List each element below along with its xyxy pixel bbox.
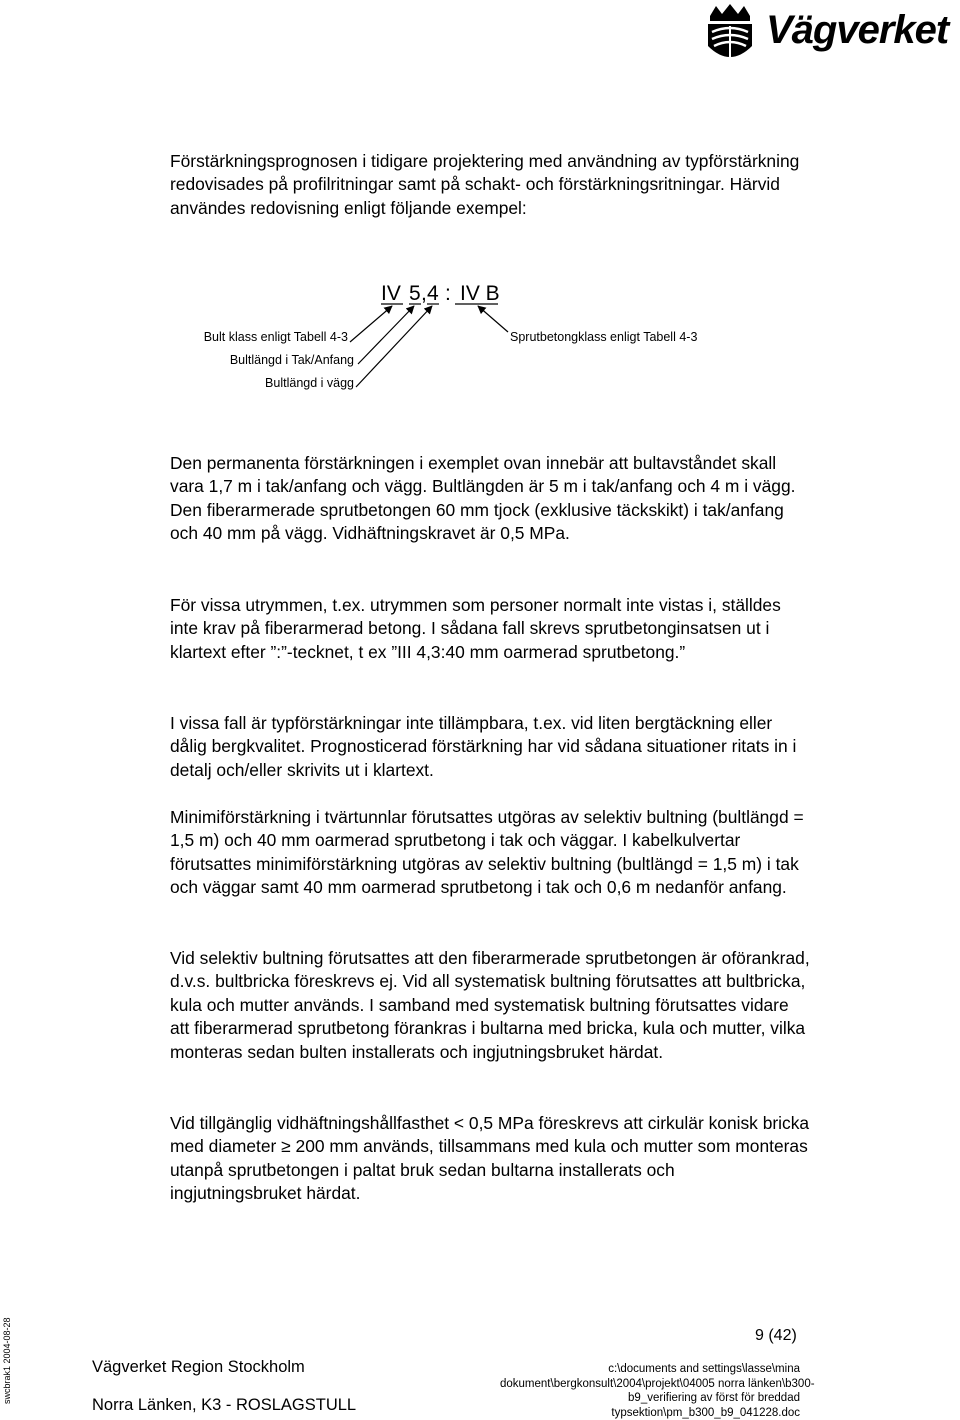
diagram-arrows — [170, 270, 810, 400]
paragraph-selektiv-bultning: Vid selektiv bultning förutsattes att den fiberarmerade sprutbetongen är oförankrad, d.v.s. bultbricka föreskrevs ej. Vid all systematisk bultning förutsattes att bultbricka, kula och mutter används. I samband med systematisk bultning förutsattes vidare att fiberarmerad sprutbetong förankras i bultarna med bricka, kula och mutter, vilka monteras sedan bulten installerats och ingjutningsbruket härdat. — [170, 948, 810, 1062]
file-path-line: dokument\bergkonsult\2004\projekt\04005 norra länken\b300- — [500, 1377, 815, 1390]
code-colon: : — [445, 282, 451, 305]
logo-wordmark: Vägverket — [766, 8, 949, 52]
footer-project: Norra Länken, K3 - ROSLAGSTULL — [92, 1396, 357, 1414]
code-ivb: IV B — [460, 282, 500, 305]
code-iv: IV — [381, 282, 401, 305]
code-4: 4 — [427, 282, 439, 305]
label-spruta: Sprutbetongklass enligt Tabell 4-3 — [510, 330, 698, 344]
paragraph-vissa-utrymmen: För vissa utrymmen, t.ex. utrymmen som personer normalt inte vistas i, ställdes inte krav på fiberarmerad betong. I sådana fall skrevs sprutbetonginsatsen ut i klartext efter ”:”-tecknet, t ex ”III 4,3:40 mm oarmerad sprutbetong.” — [170, 595, 781, 662]
code-comma: , — [421, 282, 427, 305]
file-path-line: typsektion\pm_b300_b9_041228.doc — [611, 1406, 800, 1419]
label-bultklass: Bult klass enligt Tabell 4-3 — [203, 330, 348, 344]
paragraph-minimiforstarkning: Minimiförstärkning i tvärtunnlar förutsattes utgöras av selektiv bultning (bultlängd = 1,5 m) och 40 mm oarmerad sprutbetong i tak och väggar. I kabelkulvertar förutsattes minimiförstärkning utgöras av selektiv bultning (bultlängd = 1,5 m) i tak och väggar samt 40 mm oarmerad sprutbetong i tak och 0,6 m nedanför anfang. — [170, 807, 804, 898]
file-path-line: b9_verifiering av först för breddad — [628, 1392, 800, 1405]
intro-paragraph: Förstärkningsprognosen i tidigare projektering med användning av typförstärkning redovisades på profilritningar samt på schakt- och förstärkningsritningar. Härvid användes redovisning enligt följande exempel: — [170, 151, 800, 218]
label-tak: Bultlängd i Tak/Anfang — [229, 353, 354, 367]
paragraph-vidhaftning: Vid tillgänglig vidhäftningshållfasthet < 0,5 MPa föreskrevs att cirkulär konisk bricka med diameter ≥ 200 mm används, tillsammans med kula och mutter som monteras utanpå sprutbetongen i paltat bruk sedan bultarna installerats och ingjutningsbruket härdat. — [170, 1113, 810, 1204]
page-number: 9 (42) — [755, 1327, 797, 1344]
paragraph-permanent: Den permanenta förstärkningen i exemplet ovan innebär att bultavståndet skall vara 1,7 m i tak/anfang och vägg. Bultlängden är 5 m i tak/anfang och 4 m i vägg. Den fiberarmerade sprutbetongen 60 mm tjock (exklusive täckskikt) i tak/anfang och 40 mm på vägg. Vidhäftningskravet är 0,5 MPa. — [170, 453, 796, 544]
footer-org: Vägverket Region Stockholm — [92, 1358, 305, 1376]
typforstarkning-diagram — [170, 270, 810, 400]
paragraph-ej-tillampbara: I vissa fall är typförstärkningar inte tillämpbara, t.ex. vid liten bergtäckning eller dålig bergkvalitet. Prognosticerad förstärkning har vid sådana situationer ritats in i detalj och/eller skrivits ut i klartext. — [170, 713, 797, 780]
side-stamp: swcbrak1 2004-08-28 — [2, 1317, 12, 1404]
label-vagg: Bultlängd i vägg — [265, 376, 354, 390]
code-5: 5 — [409, 282, 421, 305]
file-path-line: c:\documents and settings\lasse\mina — [608, 1363, 800, 1375]
footer-file-path — [500, 1362, 815, 1420]
